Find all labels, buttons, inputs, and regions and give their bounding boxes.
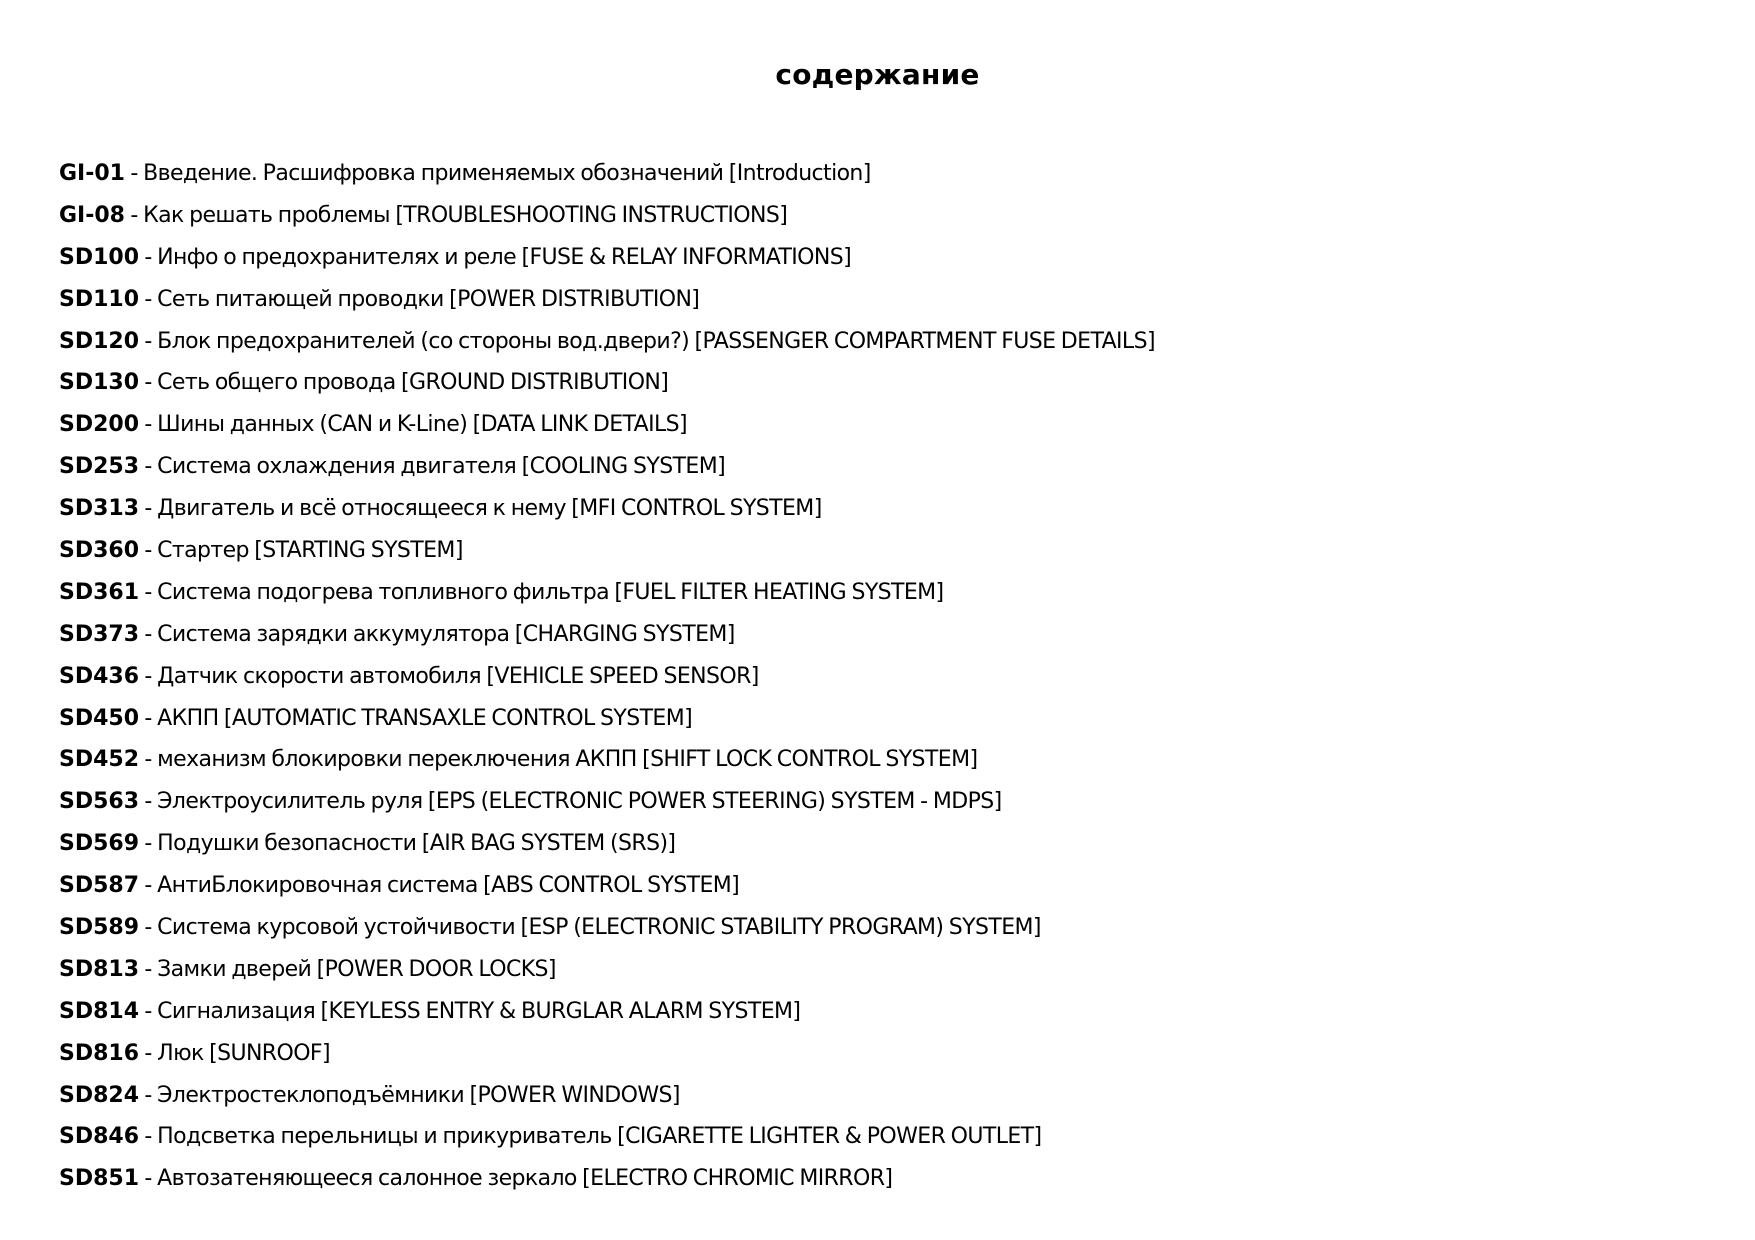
toc-entry-separator: - [139,538,158,564]
toc-entry-text: Подсветка перельницы и прикуриватель [CIGARETTE LIGHTER & POWER OUTLET] [157,1124,1042,1150]
toc-entry-separator: - [139,663,158,689]
toc-entry-code: SD563 [59,789,140,815]
toc-entry-text: механизм блокировки переключения АКПП [SHIFT LOCK CONTROL SYSTEM] [157,747,978,773]
toc-entry-separator: - [139,1124,158,1150]
toc-entry-code: SD851 [59,1166,140,1192]
toc-entry-text: Сеть питающей проводки [POWER DISTRIBUTION] [157,286,700,312]
toc-entry-code: SD846 [59,1124,140,1150]
toc-entry-separator: - [139,747,158,773]
toc-entry-code: SD452 [59,747,140,773]
toc-entry-code: SD373 [59,621,140,647]
toc-entry-separator: - [139,831,158,857]
toc-entry-sd373 [59,614,1155,656]
toc-entry-gi-08 [59,195,1155,237]
toc-entry-sd313 [59,488,1155,530]
toc-entry-text: Датчик скорости автомобиля [VEHICLE SPEED SENSOR] [157,663,759,689]
toc-entry-separator: - [139,1166,158,1192]
toc-entry-text: Двигатель и всё относящееся к нему [MFI CONTROL SYSTEM] [157,496,822,522]
toc-entry-code: GI-01 [59,161,125,186]
toc-entry-separator: - [139,873,158,899]
toc-entry-sd587 [59,865,1155,907]
toc-entry-text: Сеть общего провода [GROUND DISTRIBUTION] [157,370,669,396]
toc-entry-gi-01 [59,153,1155,195]
toc-entry-separator: - [139,1082,158,1108]
toc-entry-sd100 [59,237,1155,279]
toc-entry-text: Блок предохранителей (со стороны вод.двери?) [PASSENGER COMPARTMENT FUSE DETAILS] [157,328,1155,354]
toc-entry-sd563 [59,781,1155,823]
toc-entry-code: SD569 [59,831,140,857]
toc-entry-code: SD361 [59,579,140,605]
toc-entry-separator: - [139,579,158,605]
toc-entry-sd450 [59,698,1155,740]
toc-entry-separator: - [139,412,158,438]
toc-entry-separator: - [139,1040,158,1066]
toc-entry-sd814 [59,991,1155,1033]
toc-entry-text: Подушки безопасности [AIR BAG SYSTEM (SRS)] [157,831,676,857]
toc-entry-separator: - [139,789,158,815]
toc-entry-separator: - [139,370,158,396]
toc-entry-code: SD813 [59,956,140,982]
toc-entry-sd816 [59,1033,1155,1075]
toc-entry-sd589 [59,907,1155,949]
toc-entry-text: Система курсовой устойчивости [ESP (ELECTRONIC STABILITY PROGRAM) SYSTEM] [157,915,1041,941]
toc-entry-text: Система подогрева топливного фильтра [FUEL FILTER HEATING SYSTEM] [157,579,944,605]
toc-entry-separator: - [139,244,158,270]
toc-entry-text: Система зарядки аккумулятора [CHARGING SYSTEM] [157,621,735,647]
toc-entry-code: SD200 [59,412,140,438]
toc-entry-text: Как решать проблемы [TROUBLESHOOTING INSTRUCTIONS] [143,202,788,228]
toc-entry-sd824 [59,1075,1155,1117]
toc-entry-text: Введение. Расшифровка применяемых обозначений [Introduction] [143,161,871,186]
toc-entry-text: Электростеклоподъёмники [POWER WINDOWS] [157,1082,680,1108]
table-of-contents [59,153,1155,1200]
toc-entry-text: АнтиБлокировочная система [ABS CONTROL SYSTEM] [157,873,740,899]
toc-entry-sd813 [59,949,1155,991]
toc-entry-text: Замки дверей [POWER DOOR LOCKS] [157,956,556,982]
toc-entry-separator: - [139,286,158,312]
toc-entry-code: SD100 [59,244,140,270]
toc-entry-separator: - [139,705,158,731]
toc-entry-text: Стартер [STARTING SYSTEM] [157,538,463,564]
toc-entry-sd851 [59,1158,1155,1200]
toc-entry-sd200 [59,404,1155,446]
toc-entry-separator: - [139,998,158,1024]
toc-entry-separator: - [125,161,144,186]
toc-entry-sd846 [59,1116,1155,1158]
toc-entry-code: SD253 [59,454,140,480]
toc-entry-text: Люк [SUNROOF] [157,1040,330,1066]
toc-entry-sd120 [59,321,1155,363]
toc-entry-sd361 [59,572,1155,614]
toc-entry-code: SD436 [59,663,140,689]
toc-entry-text: Сигнализация [KEYLESS ENTRY & BURGLAR ALARM SYSTEM] [157,998,801,1024]
toc-entry-separator: - [139,956,158,982]
toc-entry-sd110 [59,279,1155,321]
toc-entry-code: SD814 [59,998,140,1024]
toc-entry-separator: - [139,328,158,354]
toc-entry-text: Система охлаждения двигателя [COOLING SYSTEM] [157,454,726,480]
toc-entry-code: SD816 [59,1040,140,1066]
toc-entry-code: SD313 [59,496,140,522]
toc-entry-code: SD587 [59,873,140,899]
page-title: содержание [775,58,980,91]
toc-entry-sd130 [59,362,1155,404]
toc-entry-sd569 [59,823,1155,865]
toc-entry-code: SD824 [59,1082,140,1108]
toc-entry-separator: - [125,202,144,228]
toc-entry-text: Автозатеняющееся салонное зеркало [ELECTRO CHROMIC MIRROR] [157,1166,893,1192]
toc-entry-text: АКПП [AUTOMATIC TRANSAXLE CONTROL SYSTEM] [157,705,693,731]
toc-entry-text: Шины данных (CAN и K-Line) [DATA LINK DETAILS] [157,412,687,438]
toc-entry-code: SD589 [59,915,140,941]
toc-entry-code: SD360 [59,538,140,564]
toc-entry-sd253 [59,446,1155,488]
toc-entry-separator: - [139,496,158,522]
toc-entry-separator: - [139,621,158,647]
toc-entry-sd436 [59,656,1155,698]
toc-entry-separator: - [139,915,158,941]
toc-entry-code: SD110 [59,286,140,312]
toc-entry-text: Инфо о предохранителях и реле [FUSE & RELAY INFORMATIONS] [157,244,852,270]
toc-entry-sd452 [59,739,1155,781]
toc-entry-text: Электроусилитель руля [EPS (ELECTRONIC POWER STEERING) SYSTEM - MDPS] [157,789,1002,815]
toc-entry-code: GI-08 [59,202,125,228]
toc-entry-code: SD450 [59,705,140,731]
toc-entry-code: SD120 [59,328,140,354]
toc-entry-sd360 [59,530,1155,572]
toc-entry-separator: - [139,454,158,480]
toc-entry-code: SD130 [59,370,140,396]
